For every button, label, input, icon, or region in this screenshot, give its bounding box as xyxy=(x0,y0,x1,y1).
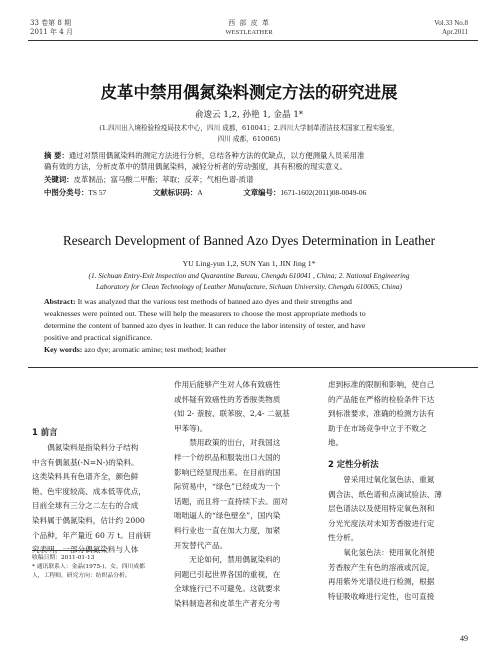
body-line: 话题，而且将一直持续下去。面对 xyxy=(174,496,288,506)
column-1-body xyxy=(32,441,164,558)
body-line: 影响已经显现出来。在目前的国 xyxy=(174,467,281,477)
body-line: 问题已引起世界各国的重视，在 xyxy=(174,569,281,579)
body-line: 禁用政策的出台，对我国这 xyxy=(189,438,281,448)
body-line: 艳、色牢度较高、成本低等优点， xyxy=(32,486,146,496)
section-heading-qualitative: 2 定性分析法 xyxy=(328,459,379,469)
body-line: 咄咄逼人的“绿色壁垒”，国内染 xyxy=(174,511,281,521)
keywords-cn xyxy=(44,174,464,185)
body-line: 中含有偶氮基(-N=N-)的染料。 xyxy=(32,457,139,467)
column-3-body-bottom xyxy=(328,473,470,604)
header-date: 2011 年 4 月 xyxy=(30,28,73,36)
body-line: 作用后能够产生对人体有致癌性 xyxy=(174,380,281,389)
body-line: 助于在市场竞争中立于不败之 xyxy=(328,423,427,433)
article-number-label: 文章编号： xyxy=(243,188,281,197)
doc-code: A xyxy=(197,188,203,197)
footnote-received: 收稿日期：2011-01-13 xyxy=(32,555,95,561)
body-line: 样一个纺织品和服装出口大国的 xyxy=(174,452,281,462)
keywords-en-text: azo dye; aromatic amine; test method; leather xyxy=(82,345,227,354)
abstract-en-line3: determine the content of banned azo dyes in leather. It can reduce the labor intensity of tester, and have xyxy=(44,321,366,330)
header-rule xyxy=(28,40,478,41)
body-line: 再用紫外光谱仪进行检测，根据 xyxy=(328,577,435,587)
header-volume-en: Vol.33 No.8 xyxy=(434,19,468,27)
body-line: 的产品能在严格的检验条件下达 xyxy=(328,394,435,404)
body-line: 际贸易中，“绿色”已经成为一个 xyxy=(174,482,281,492)
abstract-rule xyxy=(28,367,478,368)
body-line: 偶氮染料是指染料分子结构 xyxy=(47,443,139,452)
body-line: 偶合法、纸色谱和点滴试验法、薄 xyxy=(328,489,442,499)
body-line: 分光光度法对未知芳香胺进行定 xyxy=(328,518,435,528)
article-number: 1671-1602(2011)08-0049-06 xyxy=(280,188,367,197)
body-line: 氧化氢色法：使用氧化剂使 xyxy=(343,547,435,557)
body-line: 虑到标准的限制和影响，使自己 xyxy=(328,380,435,389)
affiliation-cn-line2: 四川 成都，610065) xyxy=(217,135,281,143)
body-line: (如 2- 萘胺、联苯胺、2,4- 二氨基 xyxy=(174,409,290,419)
header-journal-en: WESTLEATHER xyxy=(225,29,273,36)
authors-cn: 俞逡云 1,2, 孙艳 1, 金晶 1* xyxy=(194,110,304,120)
body-line: 曾采用过氧化氢色法、重氮 xyxy=(343,475,435,484)
abstract-en-line1: It was analyzed that the various test methods of banned azo dyes and their strengths and xyxy=(75,297,352,306)
abstract-en-label: Abstract: xyxy=(44,297,76,306)
body-line: 染料属于偶氮染料，估计约 2000 xyxy=(32,515,145,525)
body-line: 特征吸收峰进行定性，也可直接 xyxy=(328,591,435,601)
page-number: 49 xyxy=(460,634,468,643)
authors-en: YU Ling-yun 1,2, SUN Yan 1, JIN Jing 1* xyxy=(182,259,316,268)
body-line: 地。 xyxy=(328,438,344,448)
paper-title-cn: 皮革中禁用偶氮染料测定方法的研究进展 xyxy=(100,83,398,102)
footnote-rule xyxy=(32,550,106,551)
body-line: 究表明，一部分偶氮染料与人体 xyxy=(32,545,139,555)
paper-title-en: Research Development of Banned Azo Dyes Determination in Leather xyxy=(62,233,436,248)
keywords-cn-text: 皮革制品；富马酸二甲酯；萃取；反萃；气相色谱-质谱 xyxy=(73,175,254,184)
header-volume: 33 卷第 8 期 xyxy=(30,19,72,27)
body-line: 开发替代产品。 xyxy=(174,540,228,550)
abstract-cn-line2: 确有效的方法，分析皮革中的禁用偶氮染料，减轻分析者的劳动强度，具有积极的现实意义。 xyxy=(44,162,348,171)
abstract-en xyxy=(44,296,464,356)
column-2-body xyxy=(174,378,312,612)
abstract-cn-line1: 通过对禁用偶氮染料的测定方法进行分析，总结各种方法的优缺点，以方便测量人员采用准 xyxy=(68,151,365,160)
body-line: 这类染料具有色谱齐全，颜色鲜 xyxy=(32,472,139,482)
body-line: 芳香胺产生有色的溶液或沉淀， xyxy=(328,562,435,572)
body-line: 甲苯等)。 xyxy=(174,423,208,433)
classification-line xyxy=(44,187,464,198)
affiliation-en-line2: Laboratory for Clean Technology of Leather Manufacture, Sichuan University, Chengdu 610065, China) xyxy=(96,282,402,291)
header-date-en: Apr.2011 xyxy=(442,28,468,36)
footnote xyxy=(32,554,164,581)
body-line: 层色谱法以及使用特定氧色剂和 xyxy=(328,504,435,514)
footnote-author-cont: 人，工程师，研究方向：纺织品分析。 xyxy=(32,573,131,579)
column-3-body-top xyxy=(328,378,470,451)
affiliation-en-line1: (1. Sichuan Entry-Exit Inspection and Quarantine Bureau, Chengdu 610041 , China; 2. National Engineering xyxy=(88,271,410,280)
body-line: 个品种，年产量近 60 万 t。目前研 xyxy=(32,530,151,540)
keywords-en-label: Key words: xyxy=(44,345,83,354)
footnote-author: * 通讯联系人：金晶(1975-)，女，四川成都 xyxy=(32,564,145,570)
abstract-cn xyxy=(44,150,464,161)
section-heading-introduction: 1 前言 xyxy=(32,427,58,437)
abstract-en-line2: weaknesses were pointed out. These will help the measurers to choose the most appropriate methods to xyxy=(44,309,366,318)
body-line: 无论如何，禁用偶氮染料的 xyxy=(189,555,281,565)
body-line: 或怀疑有致癌性的芳香胺类物质 xyxy=(174,394,281,404)
clc-label: 中图分类号： xyxy=(44,188,89,197)
abstract-cn-label: 摘 要： xyxy=(44,151,69,160)
doc-code-label: 文献标识码： xyxy=(152,188,198,197)
body-line: 料行业也一直在加大力度，加紧 xyxy=(174,525,281,535)
keywords-cn-label: 关键词： xyxy=(44,175,74,184)
affiliation-cn-line1: (1.四川出入境检验检疫局技术中心，四川 成都，610041；2.四川大学制革清洁技术国家工程实验室， xyxy=(99,124,399,132)
clc-code: TS 57 xyxy=(88,188,107,197)
abstract-en-line4: positive and practical significance. xyxy=(44,333,153,342)
body-line: 染料制造者和皮革生产者充分考 xyxy=(174,598,281,608)
body-line: 全球施行已不可避免。这就要求 xyxy=(174,584,281,594)
body-line: 到标准要求，准确的检测方法有 xyxy=(328,409,435,419)
body-line: 性分析。 xyxy=(328,533,359,543)
body-line: 目前全球有三分之二左右的合成 xyxy=(32,501,139,511)
header-journal-cn: 西 部 皮 革 xyxy=(228,19,270,27)
